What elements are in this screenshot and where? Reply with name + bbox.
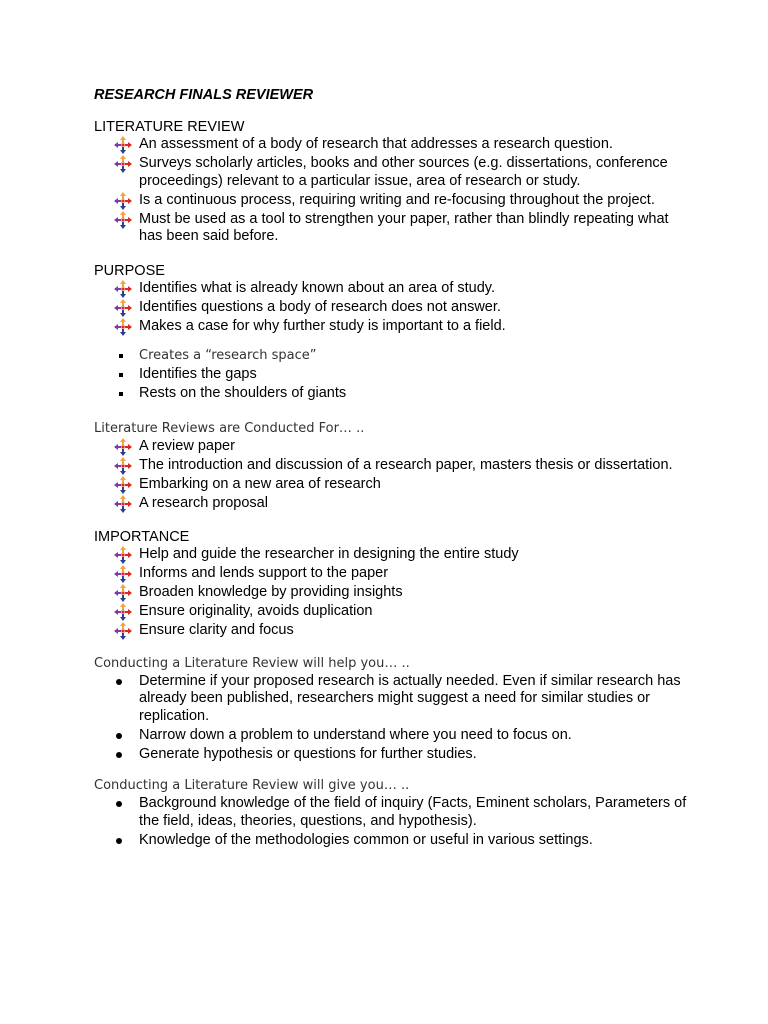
list-item-text: Identifies questions a body of research does not answer.	[139, 298, 501, 315]
section-literature-review	[94, 118, 694, 246]
dot-bullet-icon	[116, 801, 122, 807]
four-arrow-bullet-icon	[114, 280, 132, 298]
list-item-text: Rests on the shoulders of giants	[139, 385, 347, 401]
list-item-text: An assessment of a body of research that addresses a research question.	[139, 136, 613, 152]
list-item-text: Narrow down a problem to understand where you need to focus on.	[139, 726, 572, 743]
document-page	[94, 86, 694, 851]
list-item	[94, 211, 694, 246]
list-item-text: Identifies what is already known about an area of study.	[139, 279, 496, 296]
dot-bullet-icon	[116, 752, 122, 758]
bullet-list	[94, 546, 694, 640]
section-heading: Literature Reviews are Conducted For… ..	[94, 420, 365, 436]
four-arrow-bullet-icon	[114, 584, 132, 602]
bullet-list	[94, 438, 694, 513]
section-will-give-you	[94, 777, 694, 849]
list-item-text: Makes a case for why further study is important to a field.	[139, 317, 506, 334]
four-arrow-bullet-icon	[114, 192, 132, 210]
section-heading: PURPOSE	[94, 262, 165, 279]
list-item	[94, 366, 694, 384]
section-heading: LITERATURE REVIEW	[94, 119, 245, 135]
document-title: RESEARCH FINALS REVIEWER	[94, 87, 314, 103]
section-purpose	[94, 262, 694, 336]
dot-bullet-icon	[116, 679, 122, 685]
list-item	[94, 155, 694, 190]
list-item	[94, 584, 694, 602]
square-bullet-list	[94, 347, 694, 403]
list-item	[94, 438, 694, 456]
four-arrow-bullet-icon	[114, 495, 132, 513]
four-arrow-bullet-icon	[114, 476, 132, 494]
four-arrow-bullet-icon	[114, 299, 132, 317]
list-item-text: Ensure originality, avoids duplication	[139, 603, 373, 619]
section-importance	[94, 528, 694, 640]
list-item	[94, 476, 694, 494]
list-item	[94, 299, 694, 317]
list-item-text: Identifies the gaps	[139, 366, 257, 382]
four-arrow-bullet-icon	[114, 565, 132, 583]
list-item	[94, 795, 694, 830]
list-item-text: Creates a “research space”	[139, 348, 317, 363]
list-item	[94, 385, 694, 403]
list-item-text: Determine if your proposed research is actually needed. Even if similar research has already been published, researchers might suggest a need for similar studies or replication.	[139, 672, 681, 724]
four-arrow-bullet-icon	[114, 318, 132, 336]
four-arrow-bullet-icon	[114, 155, 132, 173]
list-item-text: Broaden knowledge by providing insights	[139, 584, 403, 600]
list-item	[94, 280, 694, 298]
section-will-help-you	[94, 655, 694, 764]
four-arrow-bullet-icon	[114, 438, 132, 456]
square-bullet-icon	[119, 373, 123, 377]
list-item	[94, 546, 694, 564]
list-item-text: Generate hypothesis or questions for further studies.	[139, 745, 477, 762]
square-bullet-icon	[119, 392, 123, 396]
list-item	[94, 457, 694, 475]
list-item	[94, 136, 694, 154]
bullet-list	[94, 136, 694, 246]
list-item-text: Embarking on a new area of research	[139, 475, 381, 492]
dot-bullet-icon	[116, 838, 122, 844]
dot-bullet-list	[94, 673, 694, 764]
square-bullet-icon	[119, 354, 123, 358]
list-item	[94, 832, 694, 850]
list-item-text: Ensure clarity and focus	[139, 622, 294, 638]
list-item	[94, 746, 694, 764]
four-arrow-bullet-icon	[114, 211, 132, 229]
four-arrow-bullet-icon	[114, 457, 132, 475]
list-item	[94, 347, 694, 365]
list-item	[94, 727, 694, 745]
list-item	[94, 192, 694, 210]
list-item-text: Informs and lends support to the paper	[139, 565, 389, 581]
list-item	[94, 565, 694, 583]
four-arrow-bullet-icon	[114, 546, 132, 564]
list-item-text: Knowledge of the methodologies common or useful in various settings.	[139, 831, 593, 848]
four-arrow-bullet-icon	[114, 603, 132, 621]
list-item-text: Background knowledge of the field of inquiry (Facts, Eminent scholars, Parameters of the field, ideas, theories, questions, and hypothesis).	[139, 795, 687, 829]
list-item-text: Help and guide the researcher in designing the entire study	[139, 546, 519, 562]
list-item	[94, 603, 694, 621]
four-arrow-bullet-icon	[114, 622, 132, 640]
list-item	[94, 318, 694, 336]
list-item	[94, 673, 694, 726]
list-item-text: A research proposal	[139, 494, 268, 511]
list-item	[94, 622, 694, 640]
list-item	[94, 495, 694, 513]
list-item-text: Surveys scholarly articles, books and other sources (e.g. dissertations, conference proceedings) relevant to a particular issue, area of research or study.	[139, 155, 668, 189]
dot-bullet-list	[94, 795, 694, 849]
list-item-text: Is a continuous process, requiring writing and re-focusing throughout the project.	[139, 191, 655, 208]
bullet-list	[94, 280, 694, 336]
list-item-text: Must be used as a tool to strengthen your paper, rather than blindly repeating what has been said before.	[139, 210, 669, 244]
dot-bullet-icon	[116, 733, 122, 739]
four-arrow-bullet-icon	[114, 136, 132, 154]
section-heading: IMPORTANCE	[94, 529, 190, 545]
section-conducted-for	[94, 420, 694, 513]
section-heading: Conducting a Literature Review will give you… ..	[94, 778, 410, 793]
list-item-text: A review paper	[139, 437, 235, 454]
section-heading: Conducting a Literature Review will help you… ..	[94, 655, 410, 671]
list-item-text: The introduction and discussion of a research paper, masters thesis or dissertation.	[139, 456, 673, 473]
